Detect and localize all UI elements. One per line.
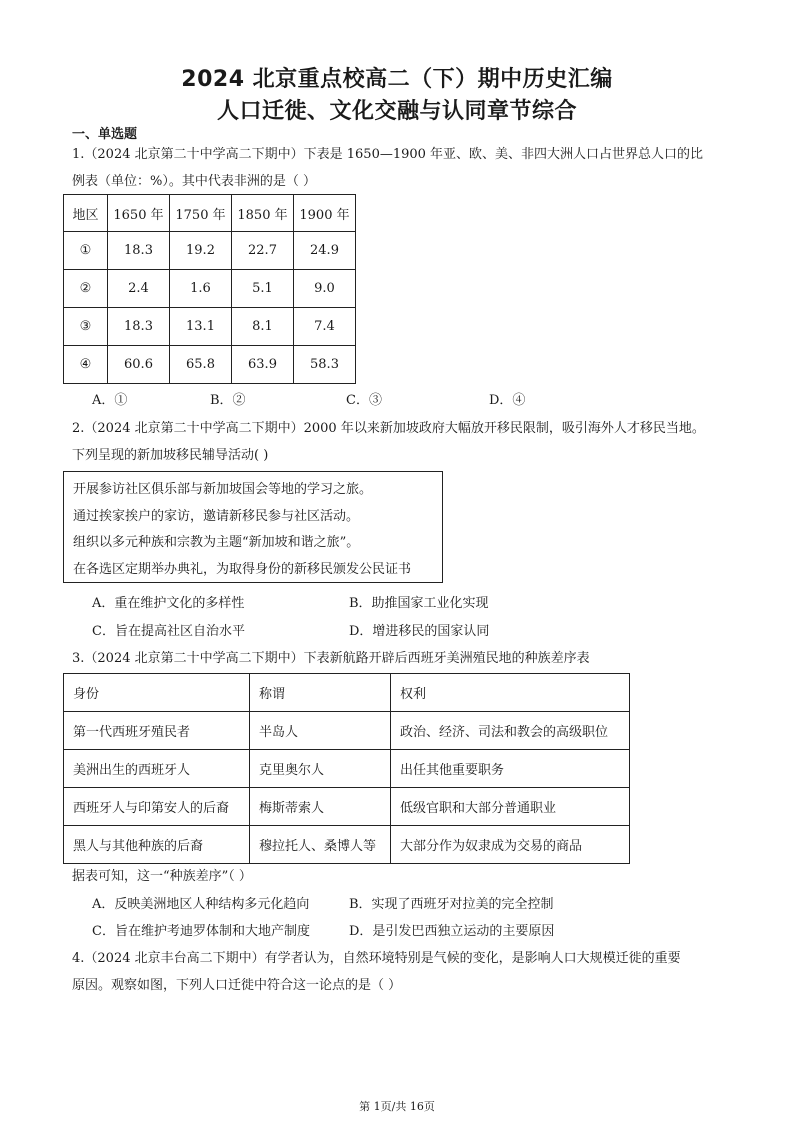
q2-stem-line2: 下列呈现的新加坡移民辅导活动( ): [72, 448, 269, 463]
table-row: [64, 750, 630, 788]
table-cell: ③: [64, 308, 108, 346]
q3-caste-table: [63, 673, 630, 864]
table-cell: 西班牙人与印第安人的后裔: [64, 788, 250, 826]
q1-stem-line2: 例表（单位：%）。其中代表非洲的是（ ）: [72, 174, 316, 189]
q1-stem-line1: 1.（2024 北京第二十中学高二下期中）下表是 1650—1900 年亚、欧、美、非四大洲人口占世界总人口的比: [72, 147, 704, 162]
q4-stem-line2: 原因。观察如图，下列人口迁徙中符合这一论点的是（ ）: [72, 978, 402, 993]
q2-material-box: [63, 471, 443, 583]
q1-option-c[interactable]: C．③: [346, 393, 382, 408]
q3-stem: 3.（2024 北京第二十中学高二下期中）下表新航路开辟后西班牙美洲殖民地的种族差序表: [72, 651, 590, 666]
table-cell: 半岛人: [250, 712, 391, 750]
q2-option-c[interactable]: C．旨在提高社区自治水平: [92, 624, 245, 639]
q2-box-line: 在各选区定期举办典礼，为取得身份的新移民颁发公民证书: [73, 562, 412, 577]
q1-option-d[interactable]: D．④: [489, 393, 526, 408]
table-header-cell: 1750 年: [170, 195, 232, 232]
q2-option-b[interactable]: B．助推国家工业化实现: [349, 596, 489, 611]
table-cell: 9.0: [294, 270, 356, 308]
table-header-cell: 1900 年: [294, 195, 356, 232]
table-cell: ①: [64, 232, 108, 270]
table-cell: 梅斯蒂索人: [250, 788, 391, 826]
q2-box-line: 组织以多元种族和宗教为主题“新加坡和谐之旅”。: [73, 535, 360, 550]
section-heading: 一、单选题: [72, 127, 138, 142]
table-cell: 8.1: [232, 308, 294, 346]
table-cell: 7.4: [294, 308, 356, 346]
q2-box-line: 通过挨家挨户的家访，邀请新移民参与社区活动。: [73, 509, 360, 524]
table-row: [64, 346, 356, 384]
table-cell: 18.3: [108, 232, 170, 270]
table-cell: 黑人与其他种族的后裔: [64, 826, 250, 864]
table-header-cell: 1650 年: [108, 195, 170, 232]
table-cell: 1.6: [170, 270, 232, 308]
q1-population-table: [63, 194, 356, 384]
table-header-cell: 权利: [391, 674, 630, 712]
table-header-cell: 地区: [64, 195, 108, 232]
table-header-row: [64, 674, 630, 712]
table-cell: 19.2: [170, 232, 232, 270]
table-row: [64, 232, 356, 270]
q2-option-a[interactable]: A．重在维护文化的多样性: [92, 596, 245, 611]
page-footer: 第 1页/共 16页: [359, 1100, 435, 1113]
table-cell: 克里奥尔人: [250, 750, 391, 788]
table-cell: 65.8: [170, 346, 232, 384]
q1-option-a[interactable]: A．①: [92, 393, 128, 408]
table-cell: 美洲出生的西班牙人: [64, 750, 250, 788]
table-cell: 5.1: [232, 270, 294, 308]
table-header-cell: 1850 年: [232, 195, 294, 232]
q3-option-c[interactable]: C．旨在维护考迪罗体制和大地产制度: [92, 924, 310, 939]
table-row: [64, 308, 356, 346]
table-cell: 大部分作为奴隶成为交易的商品: [391, 826, 630, 864]
table-cell: 24.9: [294, 232, 356, 270]
table-cell: ②: [64, 270, 108, 308]
table-cell: ④: [64, 346, 108, 384]
page-title-line2: 人口迁徙、文化交融与认同章节综合: [216, 99, 577, 124]
table-cell: 13.1: [170, 308, 232, 346]
q2-option-d[interactable]: D．增进移民的国家认同: [349, 624, 490, 639]
q4-stem-line1: 4.（2024 北京丰台高二下期中）有学者认为，自然环境特别是气候的变化，是影响人口大规模迁徙的重要: [72, 951, 681, 966]
q3-option-a[interactable]: A．反映美洲地区人种结构多元化趋向: [92, 897, 310, 912]
table-header-cell: 身份: [64, 674, 250, 712]
table-cell: 出任其他重要职务: [391, 750, 630, 788]
table-cell: 60.6: [108, 346, 170, 384]
table-header-row: [64, 195, 356, 232]
table-cell: 58.3: [294, 346, 356, 384]
table-row: [64, 712, 630, 750]
table-row: [64, 270, 356, 308]
table-cell: 63.9: [232, 346, 294, 384]
table-cell: 18.3: [108, 308, 170, 346]
q3-option-b[interactable]: B．实现了西班牙对拉美的完全控制: [349, 897, 554, 912]
table-cell: 22.7: [232, 232, 294, 270]
page-title-line1: 2024 北京重点校高二（下）期中历史汇编: [181, 67, 613, 92]
table-cell: 第一代西班牙殖民者: [64, 712, 250, 750]
table-cell: 2.4: [108, 270, 170, 308]
table-cell: 穆拉托人、桑博人等: [250, 826, 391, 864]
q3-option-d[interactable]: D．是引发巴西独立运动的主要原因: [349, 924, 555, 939]
table-header-cell: 称谓: [250, 674, 391, 712]
q1-option-b[interactable]: B．②: [210, 393, 246, 408]
table-row: [64, 826, 630, 864]
q2-box-line: 开展参访社区俱乐部与新加坡国会等地的学习之旅。: [73, 482, 373, 497]
q3-after-table: 据表可知，这一“种族差序”（ ）: [72, 869, 252, 884]
table-cell: 低级官职和大部分普通职业: [391, 788, 630, 826]
table-cell: 政治、经济、司法和教会的高级职位: [391, 712, 630, 750]
table-row: [64, 788, 630, 826]
q2-stem-line1: 2.（2024 北京第二十中学高二下期中）2000 年以来新加坡政府大幅放开移民限制，吸引海外人才移民当地。: [72, 421, 705, 436]
